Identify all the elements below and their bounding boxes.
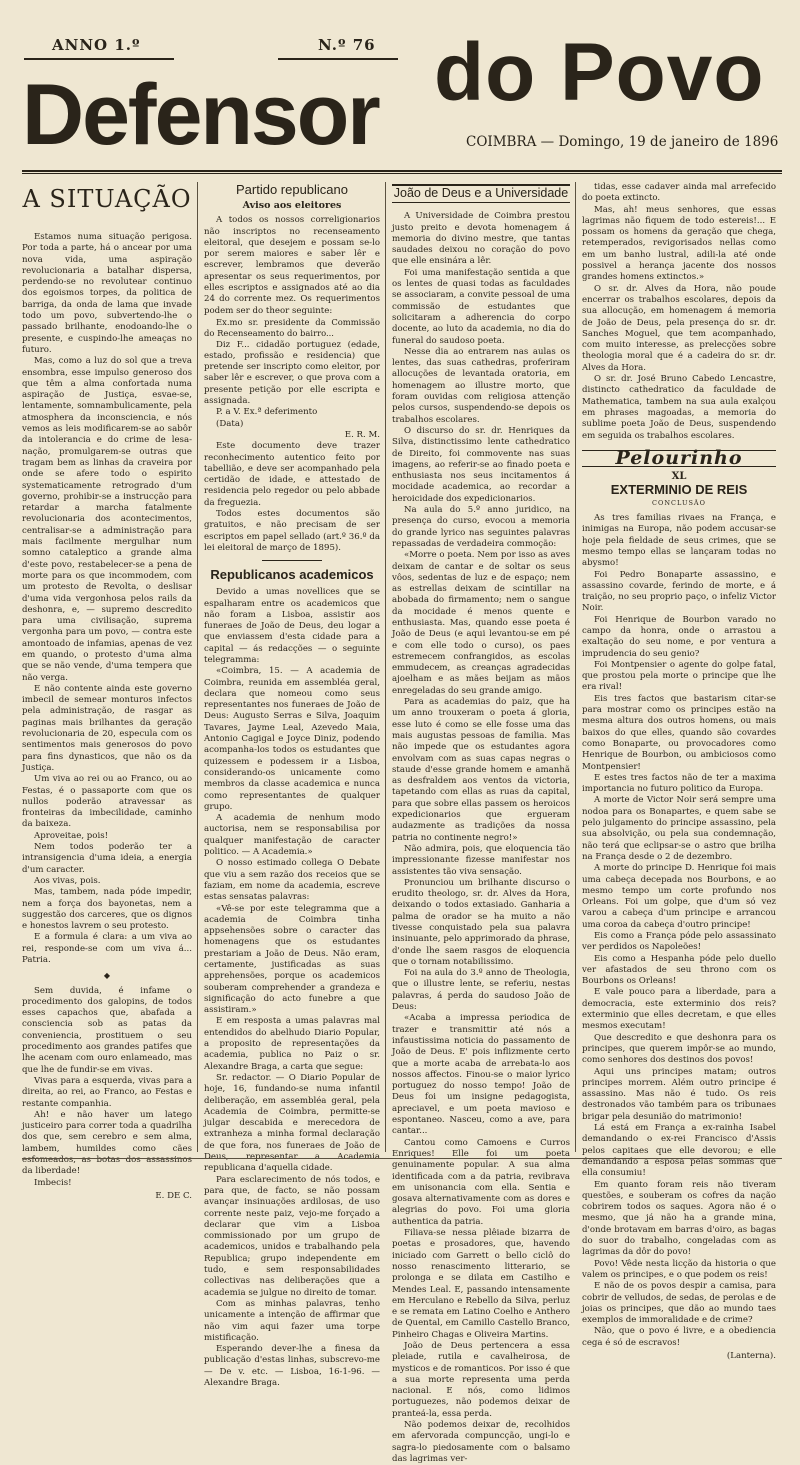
paragraph: Não admira, pois, que eloquencia tão impressionante fizesse manifestar nos assistentes tão viva sensação. xyxy=(392,843,570,877)
paragraph: Eis como a Hespanha póde pelo duello ver afastados de seu throno com os Bourbons os Orleans! xyxy=(582,953,776,987)
paragraph: Na aula do 5.º anno juridico, na presença do curso, evocou a memoria do grande lyrico nas seguintes palavras repassadas de verdadeira commoção: xyxy=(392,505,570,549)
column-partido xyxy=(204,182,380,1388)
paragraph: Aqui uns principes matam; outros principes morrem. Além outro principe é assassino. Mas não é tudo. Os reis destronados vão também para os tribunaes brigar pela desunião do matrimonio! xyxy=(582,1066,776,1122)
paragraph: E em resposta a umas palavras mal entendidos do abelhudo Diario Popular, a proposito de representações da academia, publica no Paiz o sr. Alexandre Braga, a carta que segue: xyxy=(204,1016,380,1072)
paragraph: «Acaba a impressa periodica de trazer e transmittir até nós a infaustissima noticia do passamento de João de Deus. E' pois inflizmente certo que a morte acaba de arrebata-lo aos nossos affectos. Finou-se o maior lyrico portuguez do nosso tempo! João de Deus foi um insigne pedagogista, apreciavel, e um poeta mavioso e espontaneo. Nasceu, como a ave, para cantar... xyxy=(392,1013,570,1137)
paragraph: Aos vivas, pois. xyxy=(34,875,101,886)
section-heading-pelourinho: Pelourinho xyxy=(582,450,776,467)
paragraph: E não contente ainda este governo imbecil de semear monturos infectos pela administração, de rasgar as paginas mais brilhantes da geração revolucionaria de 20, especula com os sentimentos mais generosos do povo para fins dynasticos, que não os da Justiça. xyxy=(22,683,192,773)
signature: (Lanterna). xyxy=(726,1350,776,1361)
paragraph: Ah! e não haver um latego justiceiro para correr toda a quadrilha dos que, sem cerebro e sem alma, lambem, humildes como cães esfomeados, as botas dos assassinos da liberdade! xyxy=(22,1109,192,1177)
paragraph: E não de os povos despir a camisa, para cobrir de velludos, de sedas, de perolas e de joias os principes, que dão ao mundo taes exemplos de immoralidade e de crime? xyxy=(582,1281,776,1326)
paragraph: Foi Montpensier o agente do golpe fatal, que prostou pela morte o principe que lhe era rival! xyxy=(582,659,776,693)
paragraph: P. a V. Ex.ª deferimento xyxy=(216,407,318,418)
paragraph: Estamos numa situação perigosa. Por toda a parte, há o ancear por uma nova vida, uma aspiração revolucionaria a batalhar dispersa, perdendo-se no revolutear continuo dos egoismos torpes, da politica de barriga, da onda de lama que invade todo um povo, subvertendo-lhe o passado brilhante, enodoando-lhe o presente, e cuspindo-lhe ameaças no futuro. xyxy=(22,232,192,355)
paragraph: E vale pouco para a liberdade, para a democracia, este exterminio dos reis? exterminio que elles decretam, e que elles mesmos executam! xyxy=(582,987,776,1032)
column-situacao xyxy=(22,182,192,1201)
title-do-povo: do Povo xyxy=(434,27,765,118)
paragraph: A Universidade de Coimbra prestou justo preito e devota homenagem á memoria do divino mestre, que tantas saudades deixou no coração do povo que elle ensinára a lêr. xyxy=(392,211,570,267)
paragraph: As tres familias rivaes na França, e inimigas na Europa, não podem accusar-se hoje pela fieldade de seus crimes, que se mesmo tempo ellas se lançaram todas no abysmo! xyxy=(582,513,776,569)
paragraph: Eis como a França póde pelo assassinato ver perdidos os Napoleões! xyxy=(582,931,776,953)
paragraph: A morte de Victor Noir será sempre uma nodoa para os Bonapartes, e quem sabe se pelo julgamento do principe assassino, pela sua absolvição, ou pela sua condemnação, não terá que eclipsar-se o astro que brilha na França desde o 2 de dezembro. xyxy=(582,795,776,862)
paragraph: A academia de nenhum modo auctorisa, nem se responsabilisa por qualquer manifestação de caracter politico. — A Academia.» xyxy=(204,813,380,858)
section-number: XL xyxy=(671,471,687,483)
column-rule xyxy=(575,182,576,1152)
paragraph: Mas, tambem, nada póde impedir, nem a força dos bayonetas, nem a suggestão dos carceres, que os dignos e honestos lavrem o seu protesto. xyxy=(22,887,192,932)
paragraph: Sem duvida, é infame o procedimento dos galopins, de todos esses capachos que, abafada a consciencia sob as patas da conveniencia, prostituem o seu procedimento aos grandes patifes que lhe acenam com ouro enlameado, mas que lhe de fundir-se em vivas. xyxy=(22,985,192,1075)
article-continuation-label: CONCLUSÃO xyxy=(652,498,706,507)
ornament-diamond: ◆ xyxy=(103,971,111,981)
paragraph: Foi uma manifestação sentida a que os lentes de quasi todas as faculdades se associaram, a convite pessoal de uma commissão de estudantes que solicitaram a adherencia do corpo docente, ao luto da academia, no dia do funeral do saudoso poeta. xyxy=(392,267,570,346)
paragraph: Imbecis! xyxy=(34,1177,72,1188)
paragraph: «Vê-se por este telegramma que a academia de Coimbra tinha appsehensões sobre o caracter das homenagens que os estudantes prestariam a João de Deus. Não eram, certamente, justificadas as suas apprehensões, porque os academicos souberam comprehender a grandeza e significação do acto funebre a que assistiram.» xyxy=(204,903,380,1016)
paragraph: (Data) xyxy=(216,418,244,429)
paragraph: Ex.mo sr. presidente da Commissão do Recenseamento do bairro... xyxy=(204,316,380,339)
paragraph: A morte do principe D. Henrique foi mais uma cabeça decepada nos Bourbons, e ao mesmo tempo um corte profundo nos Orleans. Foi um golpe, que d'um só vez varou a cabeça d'um principe e arrancou uma coroa da cabeça d'outro principe! xyxy=(582,863,776,930)
paragraph: Em quanto foram reis não tiveram questões, e souberam os cofres da nação cobrirem todos os saques. Agora não é o mesmo, que já não ha a grande mina, d'onde brotavam em barras d'oiro, as bagas do suor do trabalho, congeladas com as lagrimas da dôr do povo! xyxy=(582,1179,776,1258)
article-heading-academicos: Republicanos academicos xyxy=(210,567,374,583)
masthead-divider xyxy=(22,170,782,172)
paragraph: O sr. dr. José Bruno Cabedo Lencastre, distincto cathedratico da faculdade de Mathematica, tambem na sua aula exalçou em phrases magoadas, a memoria do sublime poeta João de Deus, suspendendo em seguida os trabalhos escolares. xyxy=(582,374,776,441)
paragraph: «Coimbra, 15. — A academia de Coimbra, reunida em assembléa geral, declara que nomeou como seus representantes nos funeraes de João de Deus: Augusto Serras e Silva, Joaquim Tavares, Jayme Leal, Azevedo Maia, Antonio Cagigal e Joyce Diniz, podendo acompanha-los todos os estudantes que quizessem e podessem ir a Lisboa, considerando-os unicamente como membros da classe academica e nunca como representantes de qualquer grupo. xyxy=(204,666,380,812)
paragraph: Que descredito e que deshonra para os principes, que querem impôr-se ao mundo, como senhores dos destinos dos povos! xyxy=(582,1032,776,1066)
paragraph: «Morre o poeta. Nem por isso as aves deixam de cantar e de soltar os seus vôos, sedentas de luz e de espaço; nem as estrellas deixam de scintillar na abobada do firmamento; nem o sangue da mocidade é menos quente e enthusiasta. Mas, quando esse poeta é João de Deus (e aqui levantou-se em pé e com elle todo o curso), os paes estremecem confrangidos, as escolas emmudecem, as creanças agradecidas ajoelham e as mães beijam as mãos enregeladas do seu grande amigo. xyxy=(392,550,570,696)
column-rule xyxy=(385,182,386,1152)
paragraph: Todos estes documentos são gratuitos, e não precisam de ser escriptos em papel sellado (art.º 36.º da lei eleitoral de março de 1895). xyxy=(204,509,380,553)
paragraph: Pronunciou um brilhante discurso o erudito theologo, sr. dr. Alves da Hora, deixando o todos extasiado. Ganharia a palma de orador se ha muito a não tivesse conquistado pela sua palavra insinuante, pelo apprimorado da phrase, d'onde lhe saem rasgos de eloquencia que o tornam notabilissimo. xyxy=(392,877,570,967)
paragraph: Para as academias do paiz, que ha um anno trouxeram o poeta á gloria, esse luto é como se elle fosse uma das mais augustas pessoas de familia. Mas não impede que os estudantes agora envolvam com as suas capas negras o staude d'esse grande homem e amanhã as desfraldem aos ventos da victoria, tapetando com ellas as ruas da capital, para que sobre ellas passem os heroicos expedicionarios que ergueram audazmente as tradições da nossa patria no continente negro!» xyxy=(392,697,570,843)
paragraph: Um viva ao rei ou ao Franco, ou ao Festas, é o passaporte com que os nullos poderão atravessar as fronteiras da imbecilidade, caminho da baixeza. xyxy=(22,774,192,830)
paragraph: E a formula é clara: a um viva ao rei, responde-se com um viva á... Patria. xyxy=(22,932,192,965)
paragraph: Povo! Vêde nesta licção da historia o que valem os principes, e o que podem os reis! xyxy=(582,1258,776,1280)
masthead-rule-mid xyxy=(278,58,398,60)
paragraph: Filiava-se nessa plêiade bizarra de poetas e prosadores, que, havendo iniciado com Garrett o bello ciclô do nosso renascimento litterario, se prolonga e se dilata em Castilho e Mendes Leal. E, passando intensamente em Herculano e Rebello da Silva, perluz e se remata em Latino Coelho e Anthero de Quental, em Camillo Castello Branco, Pinheiro Chagas e Oliveira Martins. xyxy=(392,1228,570,1340)
dateline: COIMBRA — Domingo, 19 de janeiro de 1896 xyxy=(466,134,779,150)
paragraph: Nem todos poderão ter a intransigencia d'uma ideia, a energia d'um caracter. xyxy=(22,842,192,875)
paragraph: tidas, esse cadaver ainda mal arrefecido do poeta extincto. xyxy=(582,182,776,204)
paragraph: E estes tres factos não de ter a maxima importancia no futuro politico da Europa. xyxy=(582,772,776,795)
article-subheading: Aviso aos eleitores xyxy=(242,200,342,211)
page-bottom-rule xyxy=(22,1158,782,1159)
masthead-divider-thin xyxy=(22,173,782,174)
paragraph: Esperando dever-lhe a finesa da publicação d'estas linhas, subscrevo-me — De v. etc. — Lisboa, 16-1-96. — Alexandre Braga. xyxy=(204,1344,380,1388)
title-defensor: Defensor xyxy=(22,67,379,163)
article-heading-joao-de-deus: João de Deus e a Universidade xyxy=(392,184,570,203)
issue-number: N.º 76 xyxy=(318,36,376,54)
masthead-rule-left xyxy=(24,58,174,60)
paragraph: Foi Henrique de Bourbon varado no campo da honra, onde o arrastou a exaltação do seu nome, e por ventura a imprudencia do seu genio? xyxy=(582,614,776,659)
paragraph: Cantou como Camoens e Curros Enriques! Elle foi um poeta genuinamente popular. A sua alma identificada com a da patria, revibrava em unisonancia com ella. Sentia e gosava alternativamente com as dores e alegrias do povo. Foi uma gloria authentica da patria. xyxy=(392,1137,570,1227)
paragraph: O nosso estimado collega O Debate que viu a sem razão dos receios que se faziam, em nome da academia, escreve estas sensatas palavras: xyxy=(204,858,380,903)
article-heading-partido: Partido republicano xyxy=(235,182,349,197)
paragraph: Vivas para a esquerda, vivas para a direita, ao rei, ao Franco, ao Festas e restante companhia. xyxy=(22,1075,192,1109)
paragraph: Foi Pedro Bonaparte assassino, e assassino covarde, ferindo de morte, e á traição, no seu proprio paço, o infeliz Victor Noir. xyxy=(582,569,776,614)
paragraph: A todos os nossos correligionarios não inscriptos no recenseamento eleitoral, que desejem e possam se-lo por serem maiores e saber lêr e escrever, lembramos que deverão apresentar os seus requerimentos, por elles escriptos e assignados até ao dia 24 do corrente mez. Os requerimentos podem ser do theor seguinte: xyxy=(204,215,380,316)
paragraph: Mas, como a luz do sol que a treva ensombra, esse impulso generoso dos que têm a alma confortada numa aspiração de Justiça, esvae-se, lentamente, somnambulicamente, pela atmosphera da inconsciencia, e nós vemos as leis modificarem-se ao sabôr da intolerancia e do crime de lesa-nação, promulgarem-se outras que tragam bem as linhas da craveira por onde se afere todo o espirito systematicamente retrogrado d'um governo, prohibir-se a instrucção para retardar a marcha fatalmente revolucionaria dos acontecimentos, centralisar-se a administração para mais facilmente mergulhar num somno cataleptico a grande alma d'este povo, restabelecer-se a pena de morte para os que incommodem, com um protesto de Revolta, o deslisar d'uma vida vergonhosa pelos rails da deshonra, e, — supremo descredito para uma civilisação, suprema vergonha para um povo, — contra este amontoado de infamias, apenas de vez em quando, o protesto d'uma alma que se não vende, d'uma tempera que não verga. xyxy=(22,356,192,683)
paragraph: Não, que o povo é livre, e a obediencia cega é só de escravos! xyxy=(582,1326,776,1348)
paragraph: João de Deus pertencera a essa pleiade, rutila e cavalheirosa, de mysticos e de romanticos. Por isso é que a sua morte representa uma perda nacional. E nós, como lidimos portuguezes, não podemos deixar de pranteá-la, essa perda. xyxy=(392,1340,570,1419)
signature: E. DE C. xyxy=(155,1190,192,1201)
column-pelourinho xyxy=(582,182,776,1361)
article-heading-exterminio: EXTERMINIO DE REIS xyxy=(610,482,748,498)
paragraph: Foi na aula do 3.º anno de Theologia, que o illustre lente, se referiu, nestas palavras, á perda do saudoso João de Deus: xyxy=(392,968,570,1013)
paragraph: Nesse dia ao entrarem nas aulas os lentes, das suas cathedras, proferiram allocuções de levantada oratoria, em homenagem ao illustre morto, que foram ouvidas com religiosa attenção pelos cursos, suspendendo-se depois os trabalhos escolares. xyxy=(392,346,570,425)
paragraph: Com as minhas palavras, tenho unicamente a intenção de affirmar que não vim aqui fazer uma torpe mistificação. xyxy=(204,1298,380,1343)
paragraph: Para esclarecimento de nós todos, e para que, de facto, se não possam avançar insinuações ardilosas, de uso corrente neste paiz, vejo-me forçado a declarar que vim a Lisboa commissionado por um grupo de academicos, unidos e trabalhando pela Republica; grupo independente em tudo, e sem responsabilidades collectivas nas deliberações que a academia se julgue no direito de tomar. xyxy=(204,1174,380,1298)
paragraph: Sr. redactor. — O Diario Popular de hoje, 16, fundando-se numa infantil deliberação, em assembléa geral, pela Academia de Coimbra, permitte-se julgar descabida e merecedora de extranheza a minha formal declaração de que fora, nos funeraes de João de Deus, representar a Academia republicana d'aquella cidade. xyxy=(204,1072,380,1174)
paragraph: O discurso do sr. dr. Henriques da Silva, distinctissimo lente cathedratico de Direito, foi commovente nas suas imagens, ao referir-se ao finado poeta e enthusiasta nos seus incitamentos á mocidade academica, ao recordar a heroicidade dos expedicionarios. xyxy=(392,425,570,504)
paragraph: O sr. dr. Alves da Hora, não poude encerrar os trabalhos escolares, depois da sua allocução, em homenagem á memoria de João de Deus, pela presença do sr. dr. Sanches Moguel, que tem acompanhado, com muito interesse, as prelecções sobre theologia moral que é a cadeira do sr. dr. Alves da Hora. xyxy=(582,283,776,373)
paragraph: Lá está em França a ex-rainha Isabel demandando o ex-rei Francisco d'Assis pelos capitaes que elle devorou; e elle demandando a esposa pelas sommas que ella consumiu! xyxy=(582,1123,776,1179)
divider xyxy=(262,560,322,561)
paragraph: Devido a umas novellices que se espalharam entre os academicos que não foram a Lisboa, assistir aos funeraes de João de Deus, deu logar a que enviassem d'esta cidade para a capital — ás redacções — o seguinte telegramma: xyxy=(204,587,380,665)
issue-year: ANNO 1.º xyxy=(52,36,141,54)
paragraph: Mas, ah! meus senhores, que essas lagrimas não fiquem de todo estereis!... E possam os homens da geração que chega, retemperados, revigorisados nellas como em um banho lustral, adili-la até onde possivel a herança jacente dos nossos grandes homens extinctos.» xyxy=(582,204,776,283)
column-rule xyxy=(197,182,198,1152)
paragraph: Eis tres factos que bastarism citar-se para mostrar como os principes estão na mesma altura dos outros homens, ou mais baixos do que elles, quando são covardes como Bonaparte, ou provocadores como Henrique de Bourbon, ou ambiciosos como Montpensier! xyxy=(582,693,776,772)
article-heading-situacao: A SITUAÇÃO xyxy=(22,185,192,213)
paragraph: Aproveitae, pois! xyxy=(34,830,109,841)
paragraph: Não podemos deixar de, recolhidos em afervorada compuncção, ungi-lo e sagra-lo piedosamente com o balsamo das lagrimas ver- xyxy=(392,1420,570,1464)
masthead xyxy=(22,27,782,166)
paragraph: Este documento deve trazer reconhecimento autentico feito por tabellião, e deve ser acompanhado pela certidão de idade, e attestado de residencia pelo regedor ou pelo abbade da freguezia. xyxy=(204,441,380,508)
paragraph: Diz F... cidadão portuguez (edade, estado, profissão e residencia) que pretende ser inscripto como eleitor, por saber lêr e escrever, o que prova com a presente petição por elle escripta e assignada. xyxy=(204,339,380,407)
column-joao-de-deus xyxy=(392,182,570,1464)
paragraph: E. R. M. xyxy=(344,429,380,440)
